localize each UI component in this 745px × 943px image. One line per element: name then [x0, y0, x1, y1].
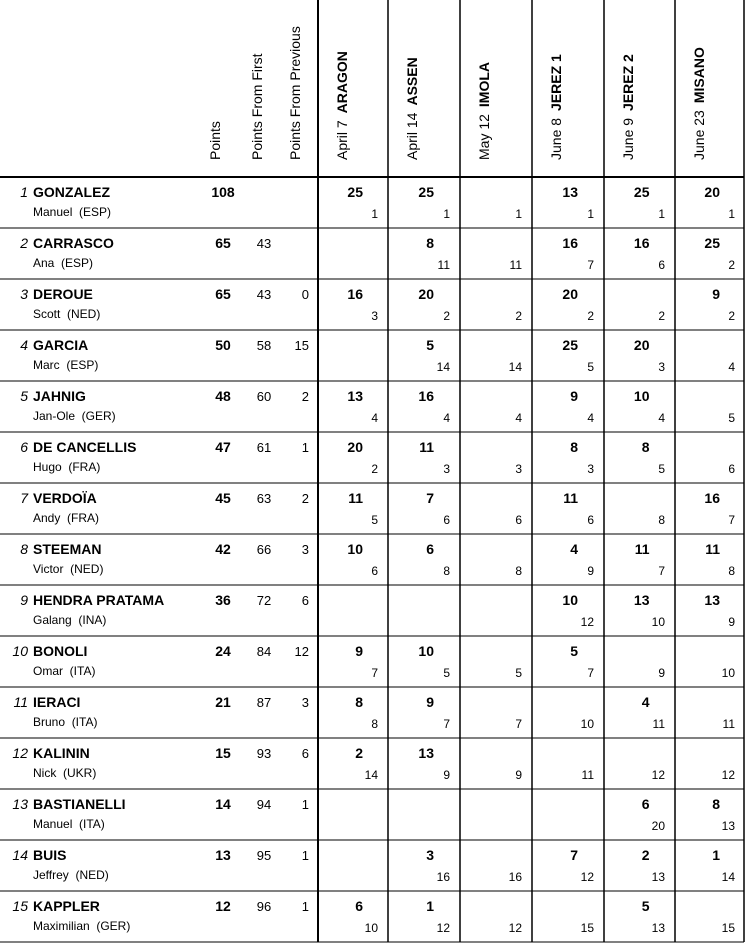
points-from-first: 87 [256, 695, 272, 710]
race-position: 11 [722, 717, 735, 731]
points-header-label: Points [207, 121, 223, 160]
table-row [0, 891, 745, 942]
race-points: 9 [712, 286, 720, 302]
race-points: 5 [426, 337, 434, 353]
rider-last-name: KALININ [33, 745, 90, 761]
race-position: 10 [580, 717, 594, 731]
table-row [0, 585, 745, 636]
points-from-first: 60 [256, 389, 272, 404]
rider-rank: 8 [20, 541, 28, 557]
race-position: 10 [364, 921, 378, 935]
race-position: 13 [651, 870, 665, 884]
race-points: 11 [419, 439, 434, 455]
race-points: 11 [563, 490, 578, 506]
rider-rank: 15 [12, 898, 28, 914]
race-points: 11 [348, 490, 363, 506]
points-from-first: 95 [256, 848, 272, 863]
rider-last-name: HENDRA PRATAMA [33, 592, 165, 608]
race-position: 11 [652, 717, 665, 731]
race-name: JEREZ 1 [548, 54, 564, 111]
race-position: 9 [658, 666, 665, 680]
table-row [0, 789, 745, 840]
race-position: 12 [580, 870, 594, 884]
race-position: 3 [587, 462, 594, 476]
rider-first-name: Bruno (ITA) [33, 715, 98, 729]
race-position: 1 [587, 207, 594, 221]
race-position: 6 [515, 513, 522, 527]
rider-rank: 4 [20, 337, 28, 353]
rider-last-name: GONZALEZ [33, 184, 110, 200]
race-points: 6 [355, 898, 363, 914]
table-row [0, 687, 745, 738]
points-from-previous: 12 [294, 644, 309, 659]
points-from-previous: 6 [301, 593, 309, 608]
rider-rank: 9 [20, 592, 28, 608]
race-points: 8 [355, 694, 363, 710]
race-position: 1 [658, 207, 665, 221]
race-name: JEREZ 2 [620, 54, 636, 111]
race-position: 4 [658, 411, 665, 425]
table-row [0, 177, 745, 228]
rider-points: 48 [215, 388, 231, 404]
race-points: 25 [633, 184, 650, 200]
race-points: 13 [562, 184, 578, 200]
rider-last-name: VERDOÏA [33, 490, 97, 506]
race-position: 6 [728, 462, 735, 476]
race-position: 12 [580, 615, 594, 629]
points-from-previous: 3 [301, 695, 309, 710]
rider-first-name: Omar (ITA) [33, 664, 96, 678]
rider-points: 14 [215, 796, 231, 812]
points-from-first: 63 [256, 491, 272, 506]
race-position: 6 [371, 564, 378, 578]
race-position: 2 [443, 309, 450, 323]
rider-rank: 14 [12, 847, 28, 863]
race-header-2 [476, 62, 492, 160]
race-header-0 [334, 51, 350, 160]
race-position: 12 [436, 921, 450, 935]
race-position: 9 [587, 564, 594, 578]
race-position: 10 [721, 666, 735, 680]
table-row [0, 840, 745, 891]
rider-first-name: Scott (NED) [33, 307, 101, 321]
race-header-4 [620, 54, 636, 160]
rider-first-name: Hugo (FRA) [33, 460, 101, 474]
points-header [207, 121, 223, 160]
race-position: 1 [371, 207, 378, 221]
race-position: 2 [658, 309, 665, 323]
race-points: 16 [704, 490, 720, 506]
rider-points: 15 [215, 745, 231, 761]
race-points: 1 [426, 898, 434, 914]
race-position: 13 [721, 819, 735, 833]
race-date: June 8 [548, 117, 564, 160]
race-header-1 [404, 57, 420, 160]
race-date: May 12 [476, 114, 492, 160]
race-position: 4 [587, 411, 594, 425]
points-from-first: 72 [256, 593, 272, 608]
rider-last-name: BONOLI [33, 643, 88, 659]
race-points: 13 [633, 592, 650, 608]
race-position: 16 [436, 870, 450, 884]
race-position: 9 [515, 768, 522, 782]
race-position: 5 [658, 462, 665, 476]
points-from-first-label: Points From First [249, 53, 265, 160]
race-points: 8 [712, 796, 720, 812]
race-position: 12 [508, 921, 522, 935]
race-points: 20 [704, 184, 720, 200]
race-position: 14 [721, 870, 735, 884]
rider-points: 45 [215, 490, 231, 506]
race-date: April 7 [334, 120, 350, 160]
race-points: 10 [347, 541, 363, 557]
race-position: 4 [443, 411, 450, 425]
race-position: 7 [443, 717, 450, 731]
rider-points: 65 [215, 286, 231, 302]
race-position: 11 [581, 768, 594, 782]
race-position: 12 [651, 768, 665, 782]
race-position: 6 [658, 258, 665, 272]
race-points: 8 [641, 439, 650, 455]
race-points: 10 [562, 592, 578, 608]
points-from-previous: 3 [301, 542, 309, 557]
points-from-first: 84 [256, 644, 272, 659]
race-points: 20 [418, 286, 434, 302]
points-from-first: 96 [256, 899, 272, 914]
race-position: 15 [580, 921, 594, 935]
race-points: 16 [418, 388, 434, 404]
rider-last-name: DEROUE [33, 286, 93, 302]
race-points: 4 [570, 541, 578, 557]
race-position: 7 [587, 666, 594, 680]
points-from-first: 43 [256, 236, 272, 251]
race-name: ASSEN [404, 57, 420, 106]
race-position: 7 [371, 666, 378, 680]
race-position: 5 [515, 666, 522, 680]
rider-last-name: DE CANCELLIS [33, 439, 137, 455]
race-position: 14 [436, 360, 450, 374]
race-position: 3 [443, 462, 450, 476]
rider-first-name: Andy (FRA) [33, 511, 100, 525]
rider-rank: 3 [20, 286, 28, 302]
rider-rank: 2 [20, 235, 28, 251]
rider-points: 36 [215, 592, 231, 608]
race-points: 10 [418, 643, 434, 659]
race-points: 7 [426, 490, 434, 506]
race-position: 2 [728, 258, 735, 272]
rider-rank: 11 [13, 694, 28, 710]
rider-last-name: KAPPLER [33, 898, 100, 914]
points-from-previous: 1 [301, 899, 309, 914]
points-from-previous: 2 [301, 491, 309, 506]
race-position: 4 [371, 411, 378, 425]
rider-points: 50 [215, 337, 231, 353]
race-position: 20 [651, 819, 665, 833]
race-points: 4 [641, 694, 650, 710]
race-position: 4 [728, 360, 735, 374]
race-position: 7 [728, 513, 735, 527]
race-position: 7 [587, 258, 594, 272]
race-position: 3 [371, 309, 378, 323]
points-from-first: 93 [256, 746, 272, 761]
table-row [0, 483, 745, 534]
rider-rank: 1 [20, 184, 28, 200]
race-points: 20 [347, 439, 363, 455]
race-points: 2 [641, 847, 650, 863]
points-from-previous: 1 [301, 848, 309, 863]
race-points: 2 [355, 745, 363, 761]
rider-points: 13 [215, 847, 231, 863]
race-points: 9 [426, 694, 434, 710]
race-points: 9 [570, 388, 578, 404]
rider-first-name: Jan-Ole (GER) [33, 409, 116, 423]
race-position: 13 [651, 921, 665, 935]
rider-rank: 6 [20, 439, 28, 455]
race-header-5 [691, 47, 707, 160]
rider-points: 12 [215, 898, 231, 914]
race-points: 16 [562, 235, 578, 251]
points-from-previous: 6 [301, 746, 309, 761]
race-position: 5 [443, 666, 450, 680]
points-from-previous-header [287, 26, 303, 160]
race-points: 7 [570, 847, 578, 863]
race-position: 8 [658, 513, 665, 527]
race-position: 14 [364, 768, 378, 782]
rider-first-name: Galang (INA) [33, 613, 107, 627]
race-points: 25 [704, 235, 720, 251]
points-from-previous-label: Points From Previous [287, 26, 303, 160]
race-position: 6 [443, 513, 450, 527]
race-position: 8 [371, 717, 378, 731]
race-points: 3 [426, 847, 434, 863]
rider-last-name: BUIS [33, 847, 67, 863]
race-position: 12 [721, 768, 735, 782]
table-row [0, 636, 745, 687]
rider-points: 65 [215, 235, 231, 251]
race-points: 25 [562, 337, 578, 353]
points-from-first: 43 [256, 287, 272, 302]
rider-last-name: STEEMAN [33, 541, 102, 557]
race-position: 3 [658, 360, 665, 374]
rider-rank: 13 [12, 796, 28, 812]
race-points: 13 [704, 592, 720, 608]
rider-last-name: GARCIA [33, 337, 89, 353]
race-points: 8 [426, 235, 434, 251]
race-points: 16 [633, 235, 650, 251]
race-points: 20 [562, 286, 578, 302]
points-from-first: 66 [256, 542, 272, 557]
race-position: 8 [515, 564, 522, 578]
rider-first-name: Nick (UKR) [33, 766, 97, 780]
race-points: 10 [633, 388, 650, 404]
race-position: 4 [515, 411, 522, 425]
race-points: 20 [633, 337, 650, 353]
race-name: MISANO [691, 47, 707, 104]
race-date: April 14 [404, 112, 420, 160]
race-points: 6 [641, 796, 650, 812]
rider-first-name: Manuel (ESP) [33, 205, 112, 219]
table-row [0, 228, 745, 279]
race-points: 13 [347, 388, 363, 404]
race-position: 9 [728, 615, 735, 629]
race-position: 3 [515, 462, 522, 476]
race-position: 7 [515, 717, 522, 731]
points-from-first: 61 [256, 440, 272, 455]
rider-first-name: Manuel (ITA) [33, 817, 105, 831]
race-points: 1 [712, 847, 720, 863]
race-position: 2 [371, 462, 378, 476]
table-row [0, 534, 745, 585]
rider-last-name: JAHNIG [33, 388, 86, 404]
race-points: 11 [634, 541, 650, 557]
race-header-3 [548, 54, 564, 160]
points-from-previous: 0 [301, 287, 309, 302]
race-points: 6 [426, 541, 434, 557]
rider-rank: 7 [20, 490, 28, 506]
race-points: 5 [570, 643, 578, 659]
race-position: 8 [443, 564, 450, 578]
rider-first-name: Jeffrey (NED) [33, 868, 109, 882]
table-row [0, 432, 745, 483]
table-row [0, 330, 745, 381]
rider-rank: 5 [20, 388, 28, 404]
race-points: 5 [641, 898, 650, 914]
race-date: June 9 [620, 117, 636, 160]
points-from-previous: 1 [301, 797, 309, 812]
race-date: June 23 [691, 110, 707, 160]
race-name: ARAGON [334, 51, 350, 114]
points-from-first: 58 [256, 338, 272, 353]
race-position: 15 [721, 921, 735, 935]
race-points: 9 [355, 643, 363, 659]
race-position: 1 [728, 207, 735, 221]
race-position: 14 [508, 360, 522, 374]
points-from-first: 94 [256, 797, 272, 812]
points-from-previous: 15 [294, 338, 309, 353]
rider-last-name: BASTIANELLI [33, 796, 126, 812]
race-position: 10 [651, 615, 665, 629]
race-position: 5 [371, 513, 378, 527]
points-from-first-header [249, 53, 265, 160]
race-position: 2 [587, 309, 594, 323]
race-name: IMOLA [476, 61, 492, 108]
race-position: 5 [728, 411, 735, 425]
race-position: 2 [728, 309, 735, 323]
table-row [0, 279, 745, 330]
table-row [0, 381, 745, 432]
race-position: 2 [515, 309, 522, 323]
points-from-previous: 1 [301, 440, 309, 455]
race-points: 8 [570, 439, 578, 455]
race-position: 1 [515, 207, 522, 221]
rider-rank: 10 [12, 643, 28, 659]
points-from-previous: 2 [301, 389, 309, 404]
race-position: 6 [587, 513, 594, 527]
rider-last-name: CARRASCO [33, 235, 114, 251]
race-position: 9 [443, 768, 450, 782]
race-position: 16 [508, 870, 522, 884]
rider-points: 108 [211, 184, 235, 200]
race-points: 16 [347, 286, 363, 302]
rider-last-name: IERACI [33, 694, 81, 710]
race-points: 25 [418, 184, 434, 200]
table-row [0, 738, 745, 789]
race-points: 25 [347, 184, 363, 200]
race-position: 11 [509, 258, 522, 272]
rider-points: 42 [215, 541, 231, 557]
race-position: 1 [443, 207, 450, 221]
rider-first-name: Victor (NED) [33, 562, 104, 576]
race-position: 8 [728, 564, 735, 578]
rider-points: 24 [215, 643, 231, 659]
rider-first-name: Ana (ESP) [33, 256, 94, 270]
race-position: 7 [658, 564, 665, 578]
rider-points: 21 [215, 694, 231, 710]
rider-first-name: Maximilian (GER) [33, 919, 131, 933]
race-position: 11 [437, 258, 450, 272]
race-position: 5 [587, 360, 594, 374]
rider-points: 47 [215, 439, 231, 455]
race-points: 13 [418, 745, 434, 761]
rider-rank: 12 [12, 745, 28, 761]
race-points: 11 [705, 541, 720, 557]
rider-first-name: Marc (ESP) [33, 358, 99, 372]
